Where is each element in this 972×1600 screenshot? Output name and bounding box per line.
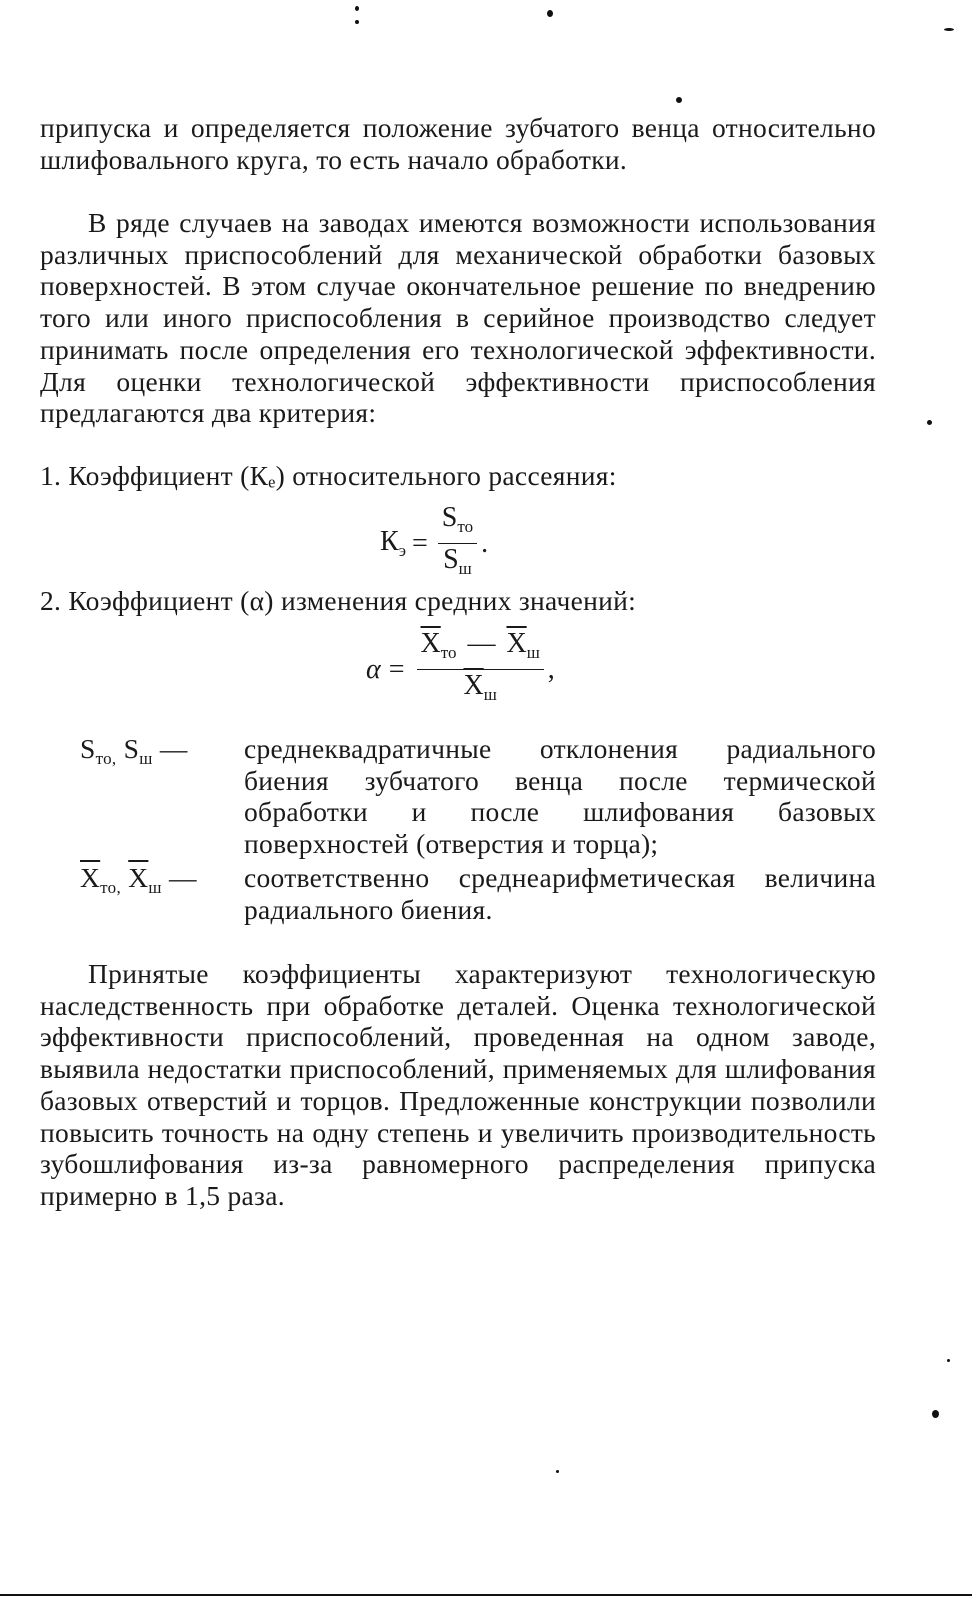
scan-speck bbox=[947, 1359, 950, 1362]
paragraph-criteria-intro: В ряде случаев на заводах имеются возможности использования различных приспособлений для механической обработки базовых поверхностей. В этом случае окончательное решение по внедрению того или иного приспособления в серийное производство следует принимать после определения его технологической эффективности. Для оценки технологической эффективности приспособления предлагаются два критерия: bbox=[40, 207, 876, 429]
definition-x bbox=[80, 862, 876, 925]
formula1-fraction bbox=[438, 502, 477, 585]
formula2-numerator: $\overline{X}_{то}$ — $\overline{X}_ш$ bbox=[417, 628, 544, 670]
formula1-numerator: $S_{то}$ bbox=[438, 502, 477, 544]
paragraph-conclusion: Принятые коэффициенты характеризуют технологическую наследственность при обработке деталей. Оценка технологической эффективности приспособлений, проведенная на одном заводе, выявила недостатки приспособлений, применяемых для шлифования базовых отверстий и торцов. Предложенные конструкции позволили повысить точность на одну степень и увеличить производительность зубошлифования из-за равномерного распределения припуска примерно в 1,5 раза. bbox=[40, 958, 876, 1211]
formula1-denominator: $S_ш$ bbox=[443, 544, 472, 578]
formula1-lhs: $К_э$ bbox=[380, 526, 406, 560]
paragraph-continuation: припуска и определяется положение зубчатого венца относительно шлифовального круга, то есть начало обработки. bbox=[40, 112, 876, 175]
scan-speck bbox=[944, 28, 954, 31]
definition-x-term: $\overline{X}_{то,}$ $\overline{X}_ш$ — bbox=[80, 861, 197, 897]
formula1-tail: . bbox=[481, 527, 489, 559]
definition-x-text: соответственно среднеарифметическая величина радиального биения. bbox=[244, 861, 876, 925]
page-bottom-edge bbox=[0, 1594, 972, 1596]
definition-s-text: среднеквадратичные отклонения радиального биения зубчатого венца после термической обработки и после шлифования базовых поверхностей (отверстия и торца); bbox=[244, 733, 876, 860]
formula2-lhs: α bbox=[366, 653, 381, 685]
scan-speck bbox=[355, 20, 359, 24]
definition-s-term: $S_{то,}$ $S_ш$ — bbox=[80, 733, 188, 768]
criterion-1-label: 1. Коэффициент (Кₑ) относительного рассеяния: bbox=[40, 460, 617, 491]
formula-alpha-coefficient bbox=[366, 628, 555, 711]
scan-speck bbox=[927, 420, 932, 425]
criterion-2-label: 2. Коэффициент (α) изменения средних значений: bbox=[40, 585, 637, 616]
formula2-tail: , bbox=[547, 653, 555, 685]
scan-speck bbox=[932, 1410, 939, 1418]
scan-speck bbox=[547, 10, 553, 17]
scan-speck bbox=[355, 6, 359, 11]
scan-speck bbox=[556, 1470, 559, 1473]
definition-s bbox=[80, 733, 876, 860]
formula1-equals: = bbox=[411, 527, 428, 559]
formula2-denominator: $\overline{X}_ш$ bbox=[463, 670, 497, 704]
formula-k-coefficient bbox=[380, 502, 488, 585]
scan-speck bbox=[676, 97, 682, 103]
definitions-list bbox=[80, 733, 876, 925]
formula2-equals: = bbox=[388, 653, 405, 685]
formula2-fraction bbox=[417, 628, 544, 711]
